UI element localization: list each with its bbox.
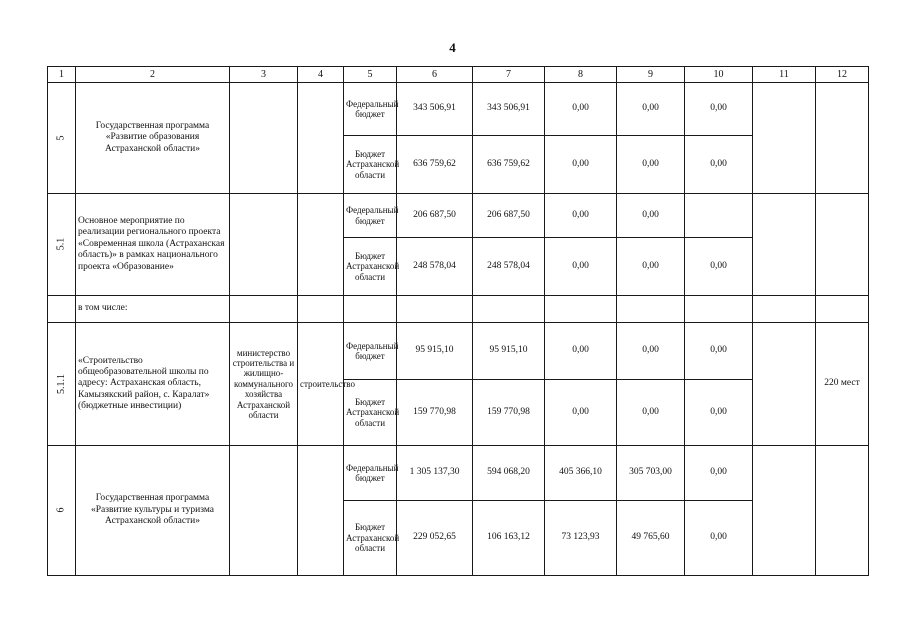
value-cell: 206 687,50 xyxy=(397,194,473,238)
value-cell: 248 578,04 xyxy=(397,238,473,296)
value-cell: 49 765,60 xyxy=(617,501,685,576)
value-cell: 305 703,00 xyxy=(617,446,685,501)
value-cell: 0,00 xyxy=(617,136,685,194)
table-row xyxy=(48,323,869,380)
row-index: 5.1.1 xyxy=(48,323,76,446)
row-executor xyxy=(230,446,298,576)
value-cell xyxy=(685,194,753,238)
table-row xyxy=(48,194,869,238)
empty-cell xyxy=(230,296,298,323)
funding-source: Бюджет Астраханской области xyxy=(344,501,397,576)
row-executor xyxy=(230,83,298,194)
empty-cell xyxy=(397,296,473,323)
header-cell: 11 xyxy=(753,67,816,83)
empty-cell xyxy=(753,83,816,194)
row-index: 5.1 xyxy=(48,194,76,296)
value-cell: 159 770,98 xyxy=(397,380,473,446)
header-cell: 7 xyxy=(473,67,545,83)
row-executor: министерство строительства и жилищно-коммунального хозяйства Астраханской области xyxy=(230,323,298,446)
capacity-cell xyxy=(816,446,869,576)
header-cell: 6 xyxy=(397,67,473,83)
row-index: 6 xyxy=(48,446,76,576)
value-cell: 0,00 xyxy=(617,380,685,446)
value-cell: 0,00 xyxy=(545,323,617,380)
header-cell: 8 xyxy=(545,67,617,83)
empty-cell xyxy=(298,296,344,323)
empty-cell xyxy=(344,296,397,323)
value-cell: 0,00 xyxy=(545,238,617,296)
header-cell: 4 xyxy=(298,67,344,83)
value-cell: 0,00 xyxy=(685,136,753,194)
funding-source: Федеральный бюджет xyxy=(344,446,397,501)
funding-source: Бюджет Астраханской области xyxy=(344,238,397,296)
empty-cell xyxy=(753,194,816,296)
value-cell: 0,00 xyxy=(617,323,685,380)
value-cell: 0,00 xyxy=(685,238,753,296)
empty-cell xyxy=(753,323,816,446)
value-cell: 1 305 137,30 xyxy=(397,446,473,501)
value-cell: 636 759,62 xyxy=(397,136,473,194)
value-cell: 343 506,91 xyxy=(397,83,473,136)
value-cell: 0,00 xyxy=(617,194,685,238)
value-cell: 0,00 xyxy=(545,194,617,238)
row-name: Основное мероприятие по реализации регионального проекта «Современная школа (Астраханская область)» в рамках национального проекта «Образование» xyxy=(76,194,230,296)
empty-cell xyxy=(48,296,76,323)
header-cell: 12 xyxy=(816,67,869,83)
value-cell: 0,00 xyxy=(617,83,685,136)
table-row xyxy=(48,296,869,323)
value-cell: 0,00 xyxy=(545,380,617,446)
row-name: «Строительство общеобразовательной школы по адресу: Астраханская область, Камызякский район, с. Каралат» (бюджетные инвестиции) xyxy=(76,323,230,446)
empty-cell xyxy=(617,296,685,323)
value-cell: 343 506,91 xyxy=(473,83,545,136)
row-name: Государственная программа «Развитие образования Астраханской области» xyxy=(76,83,230,194)
header-row xyxy=(48,67,869,83)
row-type xyxy=(298,446,344,576)
budget-table xyxy=(47,66,869,576)
value-cell: 106 163,12 xyxy=(473,501,545,576)
value-cell: 594 068,20 xyxy=(473,446,545,501)
funding-source: Бюджет Астраханской области xyxy=(344,380,397,446)
row-index: 5 xyxy=(48,83,76,194)
header-cell: 10 xyxy=(685,67,753,83)
header-cell: 9 xyxy=(617,67,685,83)
funding-source: Федеральный бюджет xyxy=(344,323,397,380)
empty-cell xyxy=(473,296,545,323)
row-name: Государственная программа «Развитие культуры и туризма Астраханской области» xyxy=(76,446,230,576)
header-cell: 2 xyxy=(76,67,230,83)
header-cell: 3 xyxy=(230,67,298,83)
capacity-cell: 220 мест xyxy=(816,323,869,446)
value-cell: 636 759,62 xyxy=(473,136,545,194)
row-type: строительство xyxy=(298,323,344,446)
value-cell: 405 366,10 xyxy=(545,446,617,501)
page-number: 4 xyxy=(449,40,456,55)
value-cell: 95 915,10 xyxy=(397,323,473,380)
header-cell: 5 xyxy=(344,67,397,83)
empty-cell xyxy=(816,296,869,323)
value-cell: 73 123,93 xyxy=(545,501,617,576)
value-cell: 95 915,10 xyxy=(473,323,545,380)
table-row xyxy=(48,83,869,136)
empty-cell xyxy=(753,446,816,576)
funding-source: Бюджет Астраханской области xyxy=(344,136,397,194)
row-executor xyxy=(230,194,298,296)
row-type xyxy=(298,194,344,296)
table-row xyxy=(48,446,869,501)
funding-source: Федеральный бюджет xyxy=(344,83,397,136)
value-cell: 0,00 xyxy=(685,446,753,501)
funding-source: Федеральный бюджет xyxy=(344,194,397,238)
value-cell: 229 052,65 xyxy=(397,501,473,576)
empty-cell xyxy=(545,296,617,323)
empty-cell xyxy=(753,296,816,323)
value-cell: 0,00 xyxy=(685,323,753,380)
value-cell: 0,00 xyxy=(545,83,617,136)
header-cell: 1 xyxy=(48,67,76,83)
capacity-cell xyxy=(816,83,869,194)
value-cell: 0,00 xyxy=(617,238,685,296)
value-cell: 0,00 xyxy=(685,380,753,446)
value-cell: 0,00 xyxy=(685,501,753,576)
value-cell: 248 578,04 xyxy=(473,238,545,296)
capacity-cell xyxy=(816,194,869,296)
value-cell: 206 687,50 xyxy=(473,194,545,238)
empty-cell xyxy=(685,296,753,323)
including-label: в том числе: xyxy=(76,296,230,323)
row-type xyxy=(298,83,344,194)
value-cell: 159 770,98 xyxy=(473,380,545,446)
value-cell: 0,00 xyxy=(685,83,753,136)
value-cell: 0,00 xyxy=(545,136,617,194)
